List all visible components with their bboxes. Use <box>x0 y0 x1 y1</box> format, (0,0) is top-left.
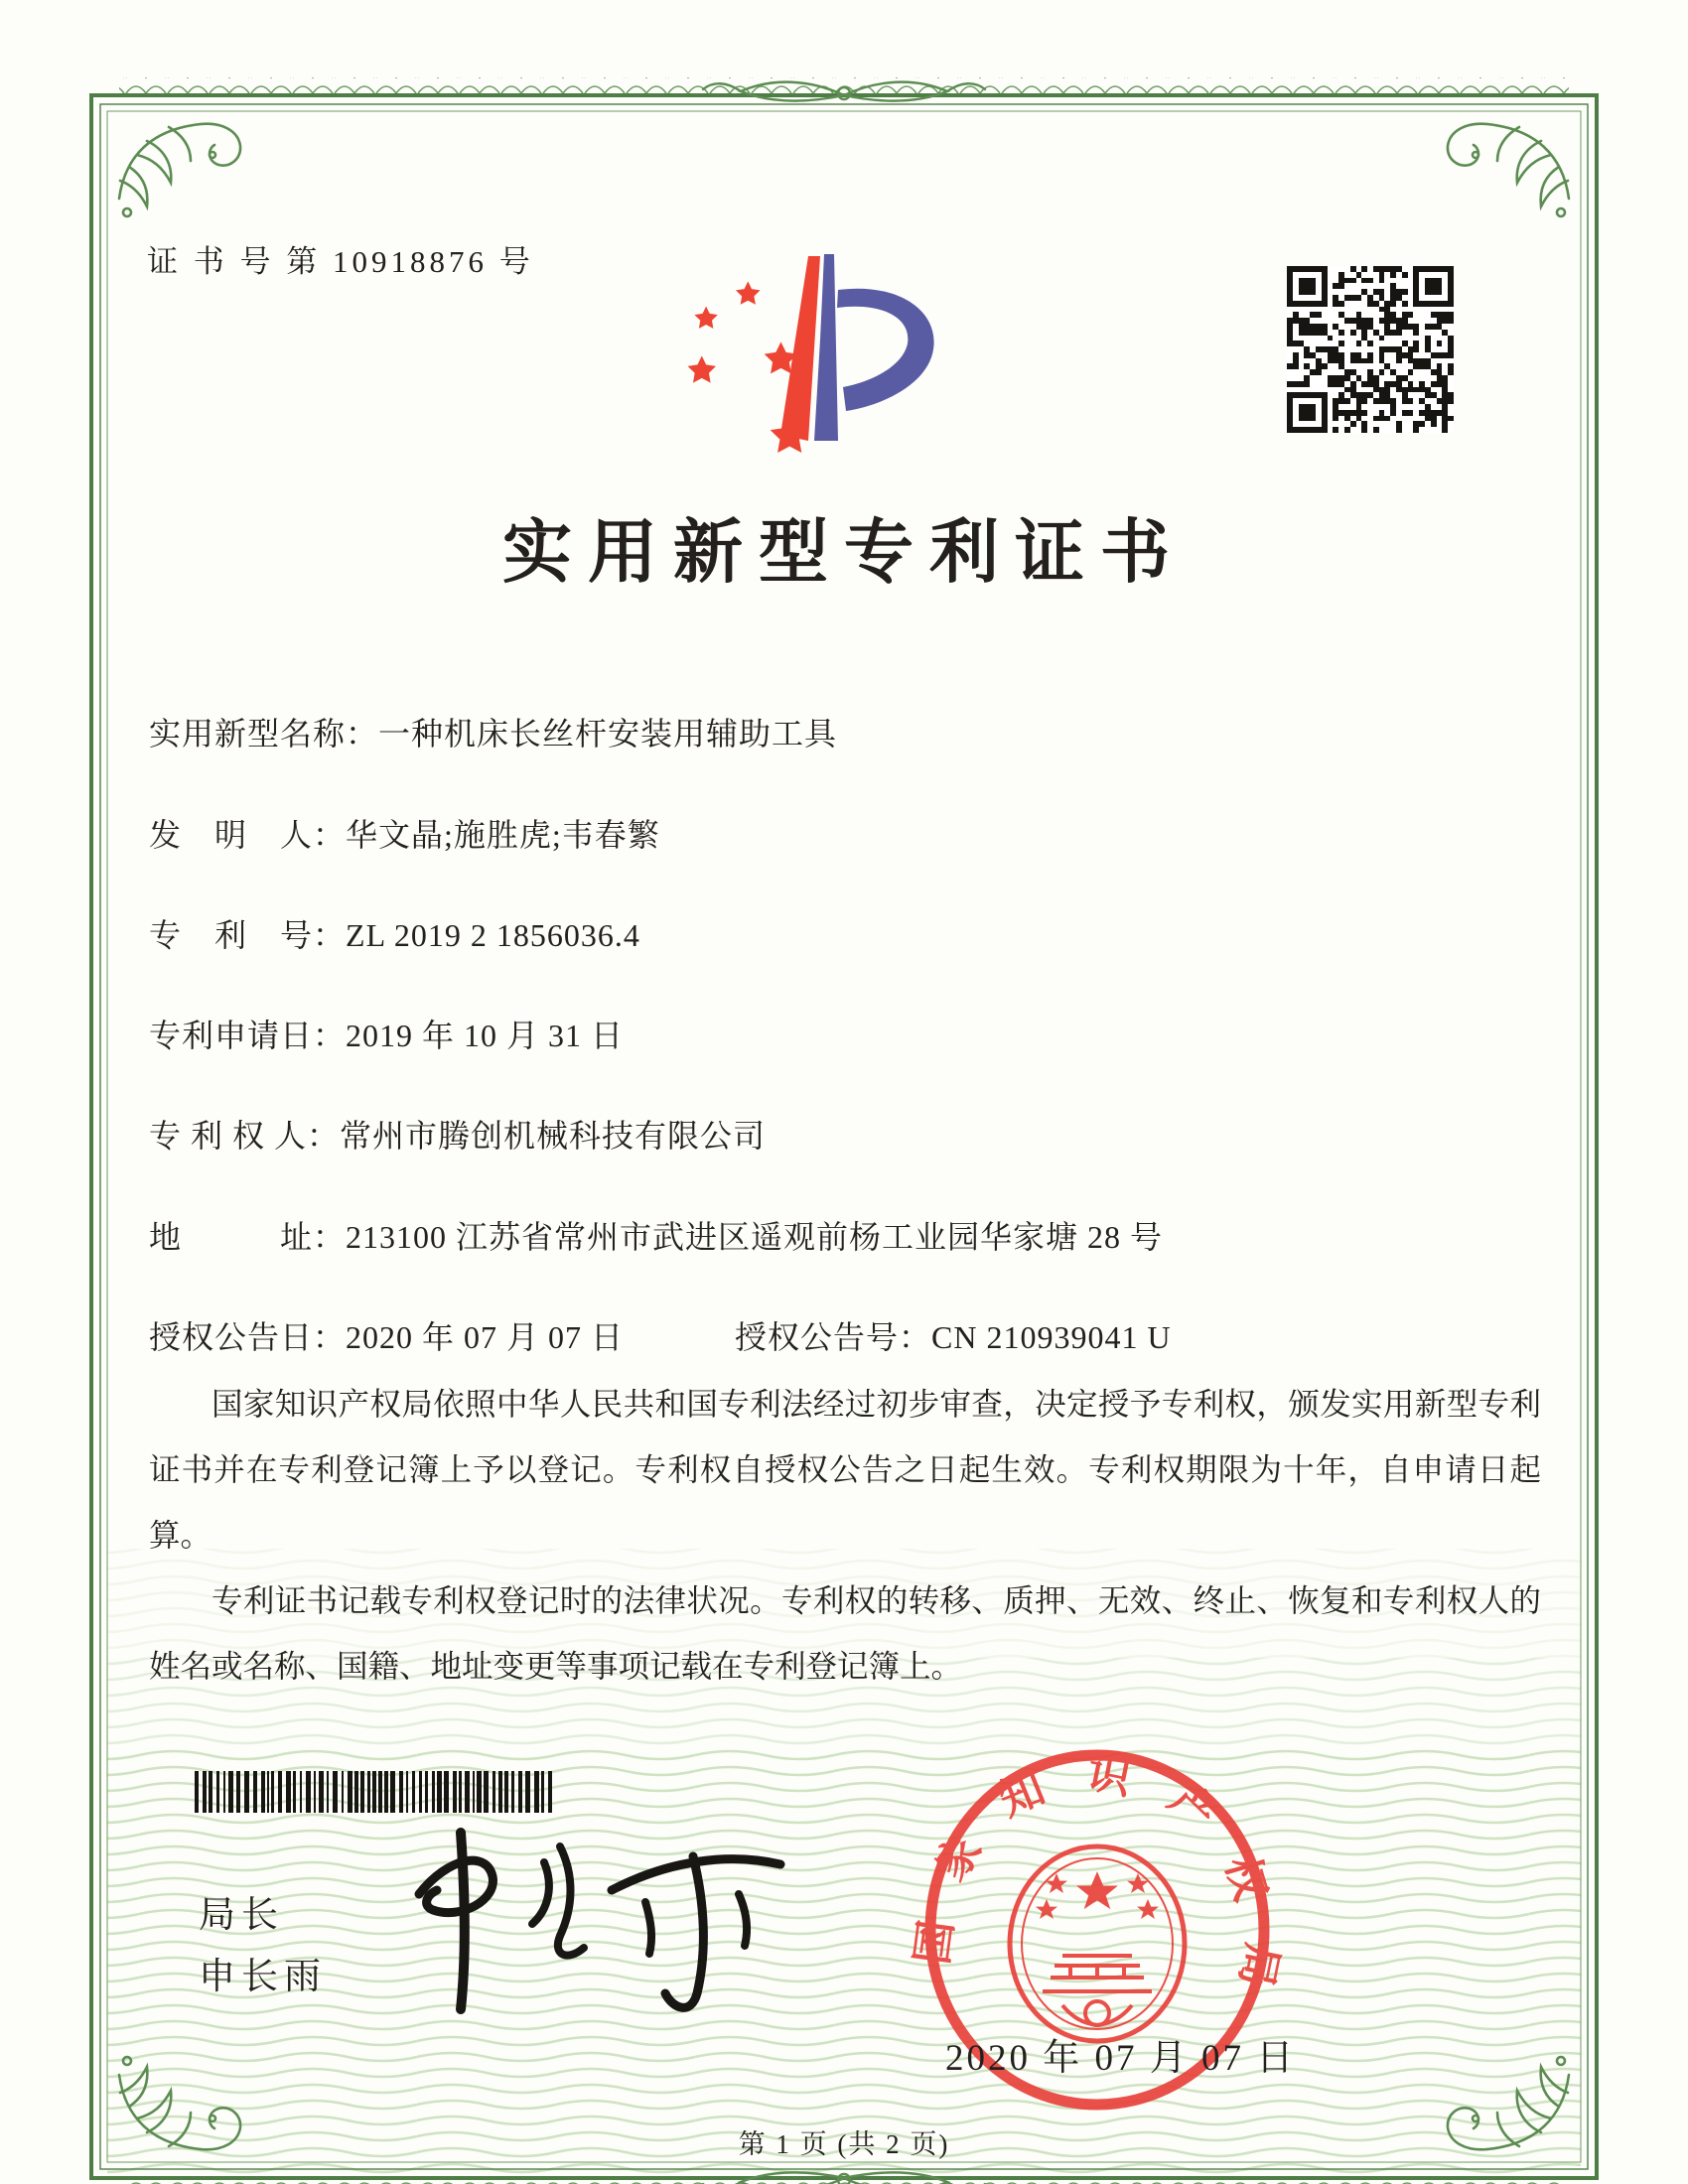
field-label: 专 利 号： <box>149 917 347 953</box>
seal-text: 国家知识产权局 <box>908 1747 1288 2029</box>
certificate-number: 证 书 号 第 10918876 号 <box>147 244 534 279</box>
page-number: 第 1 页 (共 2 页) <box>738 2129 950 2159</box>
director-title: 局长 <box>199 1894 284 1935</box>
field-label: 地 址： <box>149 1219 347 1255</box>
field-value: CN 210939041 U <box>931 1319 1172 1355</box>
national-emblem <box>1010 1846 1185 2041</box>
director-block <box>199 1884 327 2007</box>
field-filing-date <box>149 1011 624 1056</box>
field-value: 华文晶;施胜虎;韦春繁 <box>346 817 660 853</box>
field-utility-model-name <box>149 709 837 754</box>
field-value: 2019 年 10 月 31 日 <box>346 1018 625 1053</box>
field-inventors <box>149 810 660 856</box>
field-label: 发 明 人： <box>149 817 347 853</box>
legal-statement <box>149 1372 1541 1700</box>
field-value: 213100 江苏省常州市武进区遥观前杨工业园华家塘 28 号 <box>346 1219 1164 1255</box>
field-value: 一种机床长丝杆安装用辅助工具 <box>378 716 838 751</box>
qr-code-icon <box>1287 266 1454 433</box>
legal-paragraph-2: 专利证书记载专利权登记时的法律状况。专利权的转移、质押、无效、终止、恢复和专利权人的姓名或名称、国籍、地址变更等事项记载在专利登记簿上。 <box>149 1583 1541 1684</box>
field-value: ZL 2019 2 1856036.4 <box>346 917 640 953</box>
field-patentee <box>149 1111 766 1157</box>
field-label: 授权公告日： <box>149 1319 347 1355</box>
field-value: 2020 年 07 月 07 日 <box>346 1319 625 1355</box>
field-value: 常州市腾创机械科技有限公司 <box>340 1118 767 1154</box>
field-label: 实用新型名称： <box>149 716 379 751</box>
field-grant-date <box>149 1312 624 1358</box>
field-label: 专 利 权 人： <box>149 1118 341 1154</box>
director-signature-icon <box>385 1799 822 2037</box>
seal-date: 2020 年 07 月 07 日 <box>945 2038 1297 2079</box>
legal-paragraph-1: 国家知识产权局依照中华人民共和国专利法经过初步审查，决定授予专利权，颁发实用新型专利证书并在专利登记簿上予以登记。专利权自授权公告之日起生效。专利权期限为十年，自申请日起算。 <box>149 1387 1541 1553</box>
field-label: 专利申请日： <box>149 1018 347 1053</box>
cnipa-logo-icon <box>663 230 951 469</box>
director-name: 申长雨 <box>199 1956 327 1996</box>
field-address <box>149 1212 1163 1258</box>
field-patent-number <box>149 910 640 956</box>
field-grant-number <box>735 1312 1172 1358</box>
field-label: 授权公告号： <box>735 1319 932 1355</box>
document-title: 实用新型专利证书 <box>502 515 1186 592</box>
